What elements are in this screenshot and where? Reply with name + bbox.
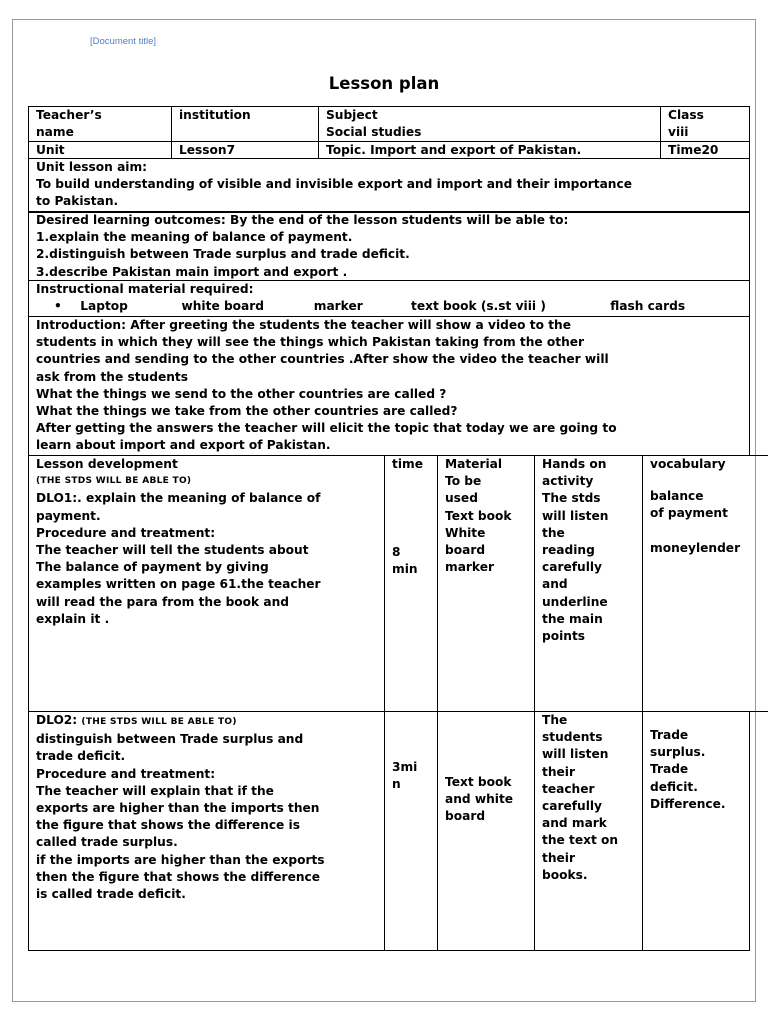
dlo1-line: Procedure and treatment: (36, 525, 216, 540)
dlo2-label: DLO2: (36, 713, 78, 727)
material-item: Laptop (80, 299, 128, 314)
hands-on-2-line: teacher (542, 781, 595, 796)
material-2-line: board (445, 809, 486, 824)
hands-on-1-line: carefully (542, 560, 603, 575)
material-1-line: White (445, 525, 486, 540)
lesson-cell (171, 141, 319, 159)
vocabulary-1-line: of payment (650, 506, 728, 521)
bullet-icon: • (54, 299, 62, 314)
dlo2-line: trade deficit. (36, 749, 126, 764)
subject-label: Subject (326, 108, 378, 122)
dlo2-line: distinguish between Trade surplus and (36, 732, 304, 747)
hands-on-2-line: will listen (542, 747, 609, 762)
hands-on-2-line: their (542, 850, 575, 865)
hands-on-header: Hands on (542, 457, 607, 471)
material-2-cell (437, 711, 535, 951)
vocabulary-2-line: Difference. (650, 796, 726, 811)
dlo2-line: if the imports are higher than the exports (36, 852, 325, 867)
hands-on-1-line: underline (542, 594, 608, 609)
dlo2-line: The teacher will explain that if the (36, 783, 274, 798)
hands-on-2-line: the text on (542, 833, 619, 848)
time-2-value: n (392, 777, 401, 792)
institution-cell (171, 106, 319, 142)
aim-line: To build understanding of visible and invisible export and import and their importance (36, 177, 632, 192)
introduction (28, 316, 750, 456)
dlo1-line: The balance of payment by giving (36, 560, 269, 575)
hands-on-2-line: The (542, 713, 568, 727)
material-item: text book (s.st viii ) (411, 299, 546, 314)
hands-on-2-line: books. (542, 867, 588, 882)
intro-line: ask from the students (36, 369, 188, 384)
dlo2-cell (28, 711, 385, 951)
material-header: To be (445, 474, 482, 489)
dlo2-line: called trade surplus. (36, 835, 178, 850)
vocabulary-1-line: moneylender (650, 540, 741, 555)
document-title[interactable]: [Document title] (90, 36, 156, 47)
vocabulary-2-line: Trade (650, 762, 689, 777)
intro-line: What the things we send to the other countries are called ? (36, 386, 447, 401)
vocabulary-2-line: surplus. (650, 745, 706, 760)
teacher-label-line-1: Teacher’s (36, 108, 102, 122)
dlo1-line: DLO1:. explain the meaning of balance of (36, 491, 321, 506)
time-2-cell (384, 711, 438, 951)
materials-heading: Instructional material required: (36, 282, 254, 296)
intro-line: Introduction: After greeting the students the teacher will show a video to the (36, 318, 571, 332)
unit-cell (28, 141, 172, 159)
hands-on-header: activity (542, 474, 594, 489)
teacher-label-line-2: name (36, 125, 74, 140)
materials-list (36, 298, 749, 315)
material-1-line: board (445, 543, 486, 558)
vocabulary-2-line: deficit. (650, 779, 698, 794)
time-2-value: 3mi (392, 760, 418, 774)
intro-line: What the things we take from the other countries are called? (36, 404, 458, 419)
dlo2-line: exports are higher than the imports then (36, 801, 320, 816)
dlo1-cell (28, 455, 385, 712)
unit-label: Unit (36, 143, 65, 157)
outcomes-line: 2.distinguish between Trade surplus and trade deficit. (36, 247, 410, 262)
hands-on-2-cell (534, 711, 643, 951)
vocabulary-header: vocabulary (650, 457, 726, 471)
intro-line: learn about import and export of Pakistan. (36, 438, 331, 453)
subject-value: Social studies (326, 125, 422, 140)
outcomes-line: 1.explain the meaning of balance of payment. (36, 230, 353, 245)
material-header: Material (445, 457, 503, 471)
material-item: marker (313, 299, 363, 314)
class-cell (660, 106, 750, 142)
intro-line: countries and sending to the other countries .After show the video the teacher will (36, 352, 609, 367)
dlo1-line: will read the para from the book and (36, 594, 290, 609)
aim-line: to Pakistan. (36, 194, 119, 209)
hands-on-2-line: and mark (542, 816, 607, 831)
material-header: used (445, 491, 478, 506)
dlo2-heading-line (36, 712, 384, 731)
material-1-line: marker (445, 560, 494, 575)
vocabulary-1-line: balance (650, 489, 704, 504)
vocabulary-2-cell (642, 711, 750, 951)
hands-on-1-line: the main (542, 611, 603, 626)
development-heading: Lesson development (36, 457, 178, 471)
material-1-line: Text book (445, 508, 512, 523)
aim-heading: Unit lesson aim: (36, 160, 148, 174)
dlo1-line: examples written on page 61.the teacher (36, 577, 321, 592)
subject-cell (318, 106, 661, 142)
hands-on-1-line: will listen (542, 508, 609, 523)
material-item: flash cards (610, 299, 686, 314)
learning-outcomes (28, 211, 750, 281)
dlo2-line: then the figure that shows the difference (36, 869, 321, 884)
dlo2-line: Procedure and treatment: (36, 766, 216, 781)
time-1-value: 8 (392, 545, 401, 560)
dlo1-line: The teacher will tell the students about (36, 543, 309, 558)
topic-value: Topic. Import and export of Pakistan. (326, 143, 582, 157)
lesson-value: Lesson7 (179, 143, 236, 157)
material-1-cell (437, 455, 535, 712)
intro-line: students in which they will see the things which Pakistan taking from the other (36, 335, 585, 350)
hands-on-1-line: reading (542, 543, 595, 558)
class-label: Class (668, 108, 704, 122)
hands-on-1-line: points (542, 629, 586, 644)
institution-label: institution (179, 108, 251, 122)
time-value: Time20 (668, 143, 719, 157)
outcomes-line: Desired learning outcomes: By the end of the lesson students will be able to: (36, 213, 569, 227)
unit-lesson-aim (28, 158, 750, 213)
topic-cell (318, 141, 661, 159)
hands-on-2-line: their (542, 764, 575, 779)
vocabulary-1-line (650, 523, 768, 540)
hands-on-1-line: and (542, 577, 568, 592)
material-item: white board (181, 299, 265, 314)
dlo1-line: payment. (36, 508, 101, 523)
class-value: viii (668, 125, 689, 140)
time-1-cell (384, 455, 438, 712)
instructional-materials (28, 280, 750, 317)
vocabulary-1-cell (642, 455, 768, 712)
hands-on-1-line: the (542, 525, 565, 540)
vocabulary-2-line: Trade (650, 728, 689, 742)
page-title: Lesson plan (328, 74, 440, 93)
dlo2-line: is called trade deficit. (36, 887, 186, 902)
hands-on-2-line: carefully (542, 799, 603, 814)
hands-on-1-line: The stds (542, 491, 601, 506)
material-2-line: and white (445, 792, 514, 807)
dlo2-line: the figure that shows the difference is (36, 818, 300, 833)
material-2-line: Text book (445, 775, 512, 789)
hands-on-2-line: students (542, 730, 603, 745)
hands-on-1-cell (534, 455, 643, 712)
dlo1-line: explain it . (36, 611, 110, 626)
teacher-name-cell (28, 106, 172, 142)
outcomes-line: 3.describe Pakistan main import and export . (36, 264, 348, 279)
stds-note: (THE STDS WILL BE ABLE TO) (81, 717, 237, 727)
intro-line: After getting the answers the teacher will elicit the topic that today we are going to (36, 421, 617, 436)
time-header: time (392, 457, 423, 471)
stds-note: (THE STDS WILL BE ABLE TO) (36, 476, 192, 487)
time-cell (660, 141, 750, 159)
time-1-unit: min (392, 562, 418, 577)
